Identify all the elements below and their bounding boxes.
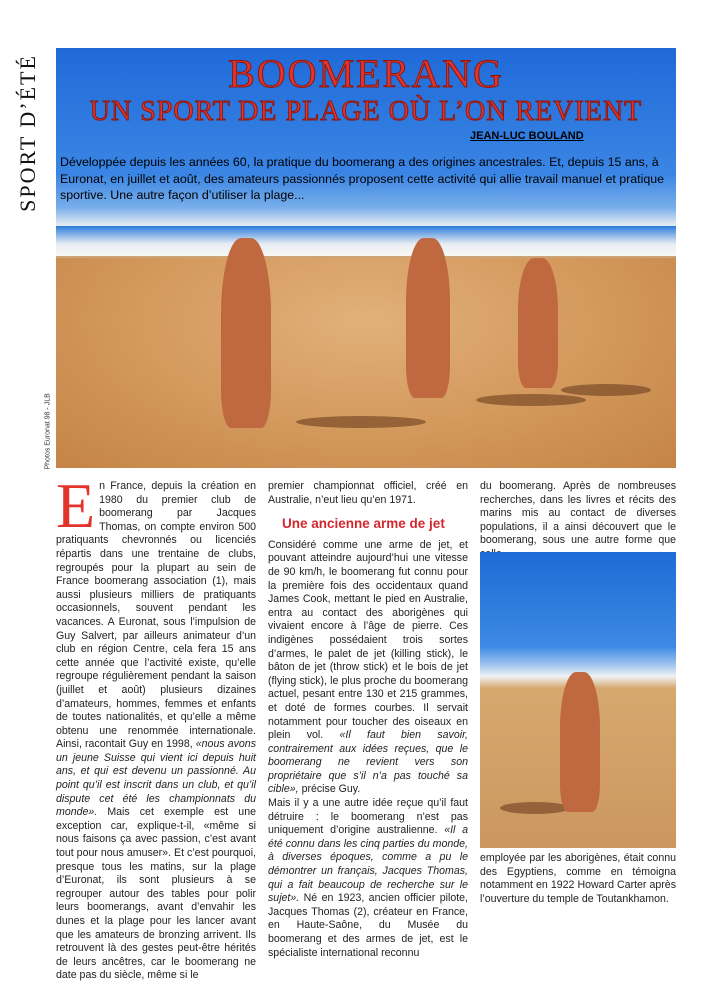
figure-shadow	[476, 394, 586, 406]
column-3: du boomerang. Après de nombreuses recherches, dans les livres et récits des marins mis au contact de diverses populations, il a ainsi découvert que le boomerang, sous une autre forme que	[480, 480, 676, 547]
subheading: Une ancienne arme de jet	[282, 516, 445, 532]
column-3-continued: employée par les aborigènes, était connu des Egyptiens, comme en témoigna notamment en 1922 Howard Carter après l’ouverture du temple de Toutankhamon.	[480, 852, 676, 905]
article-title: BOOMERANG UN SPORT DE PLAGE OÙ L’ON REVIENT	[89, 51, 643, 127]
column-1: En France, depuis la création en 1980 du premier club de boomerang par Jacques Thomas, on compte environ 500 pratiquants chevronnés ou licenciés répartis dans une trentaine de clubs, regroupés pour la plupart au sein de France boomerang association (1), mais aussi plusieurs milliers de pratiquants occasionnels, souvent pendant les vacances. A Euronat, sous l’impulsion de Guy Salvert, par ailleurs animateur d’un club en région Centre, cela fera 15 ans cette année que l’activité existe, qu’elle regroupe régulièrement pendant la saison (juillet et août) plusieurs dizaines d’amateurs, hommes, femmes et enfants de toutes nationalités, et qu’elle a même obtenu une renommée internationale. Ainsi, racontait Guy en 1998, «nous avons un jeune Suisse qui vient ici depuis huit ans, et qui est devenu un passionné. Au point qu’il est inscrit dans un club, et qu’il dispute cet été les championnats du monde». Mais cet exemple est une exception car, explique-t-il, «même si nous faisons ça avec passion, c’est avant tout pour nous amuser». Et c’est pourquoi, presque tous les matins, sur la plage d’Euronat, ils sont plusieurs à se regrouper autour des tables pour polir leurs boomerangs, avant d’envahir les dunes et la plage pour les lancer avant que les amateurs de bronzing arrivent. Ils retrouvent là des gestes peut-être hérités de leurs ancêtres, car le boomerang ne date pas du siècle, même si le	[56, 470, 256, 982]
photo-credit: Photos Euronat 98 - JLB	[44, 393, 52, 470]
thrower-figure	[221, 238, 271, 428]
section-label: SPORT D’ÉTÉ	[15, 54, 40, 212]
dropcap: E	[56, 470, 96, 541]
inset-photo	[480, 552, 676, 848]
figure-shadow	[500, 802, 570, 814]
thrower-figure	[560, 672, 600, 812]
figure-shadow	[561, 384, 651, 396]
thrower-figure	[406, 238, 450, 398]
sand-area	[56, 258, 676, 468]
figure-shadow	[296, 416, 426, 428]
author-byline: JEAN-LUC BOULAND	[470, 130, 584, 142]
column-2: premier championnat officiel, créé en Australie, n’eut lieu qu’en 1971. Une ancienne arme de jet Considéré comme une arme de jet, et pouvant atteindre aujourd’hui une vitesse de 90 km/h, le boomerang fut connu pour la première fois des occidentaux quand James Cook, mettant le pied en Australie, entra au contact des aborigènes qui vivaient encore à l’âge de pierre. Ces indigènes possédaient trois sortes d’armes, le palet de jet (killing stick), le bâton de jet (throw stick) et le bois de jet (flying stick), le plus proche du boomerang actuel, pesant entre 130 et 215 grammes, et doté de formes courbes. Il servait notamment pour toucher des oiseaux en plein vol. «Il faut bien savoir, contrairement aux idées reçues, que le boomerang ne revient vers son propriétaire que s’il n’a pas touché sa cible», précise Guy. Mais il y a une autre idée reçue qu’il faut détruire : le boomerang n’est pas uniquement d’origine australienne. «Il a été connu dans les cinq parties du monde, à diverses époques, comme a pu le démontrer un français, Jacques Thomas, qui a fait beaucoup de recherche sur le sujet». Né en 1923, ancien officier pilote, Jacques Thomas (2), créateur en France, en Haute-Saône, du Musée du boomerang et des armes de jet, est le spécialiste international reconnu	[268, 480, 468, 959]
intro-paragraph: Développée depuis les années 60, la pratique du boomerang a des origines ancestrales. Et, depuis 15 ans, à Euronat, en juillet et août, des amateurs passionnés proposent cette activité qui allie travail manuel et pratique sportive. Une autre façon d’utiliser la plage...	[60, 155, 665, 202]
sea-band	[56, 226, 676, 256]
thrower-figure	[518, 258, 558, 388]
